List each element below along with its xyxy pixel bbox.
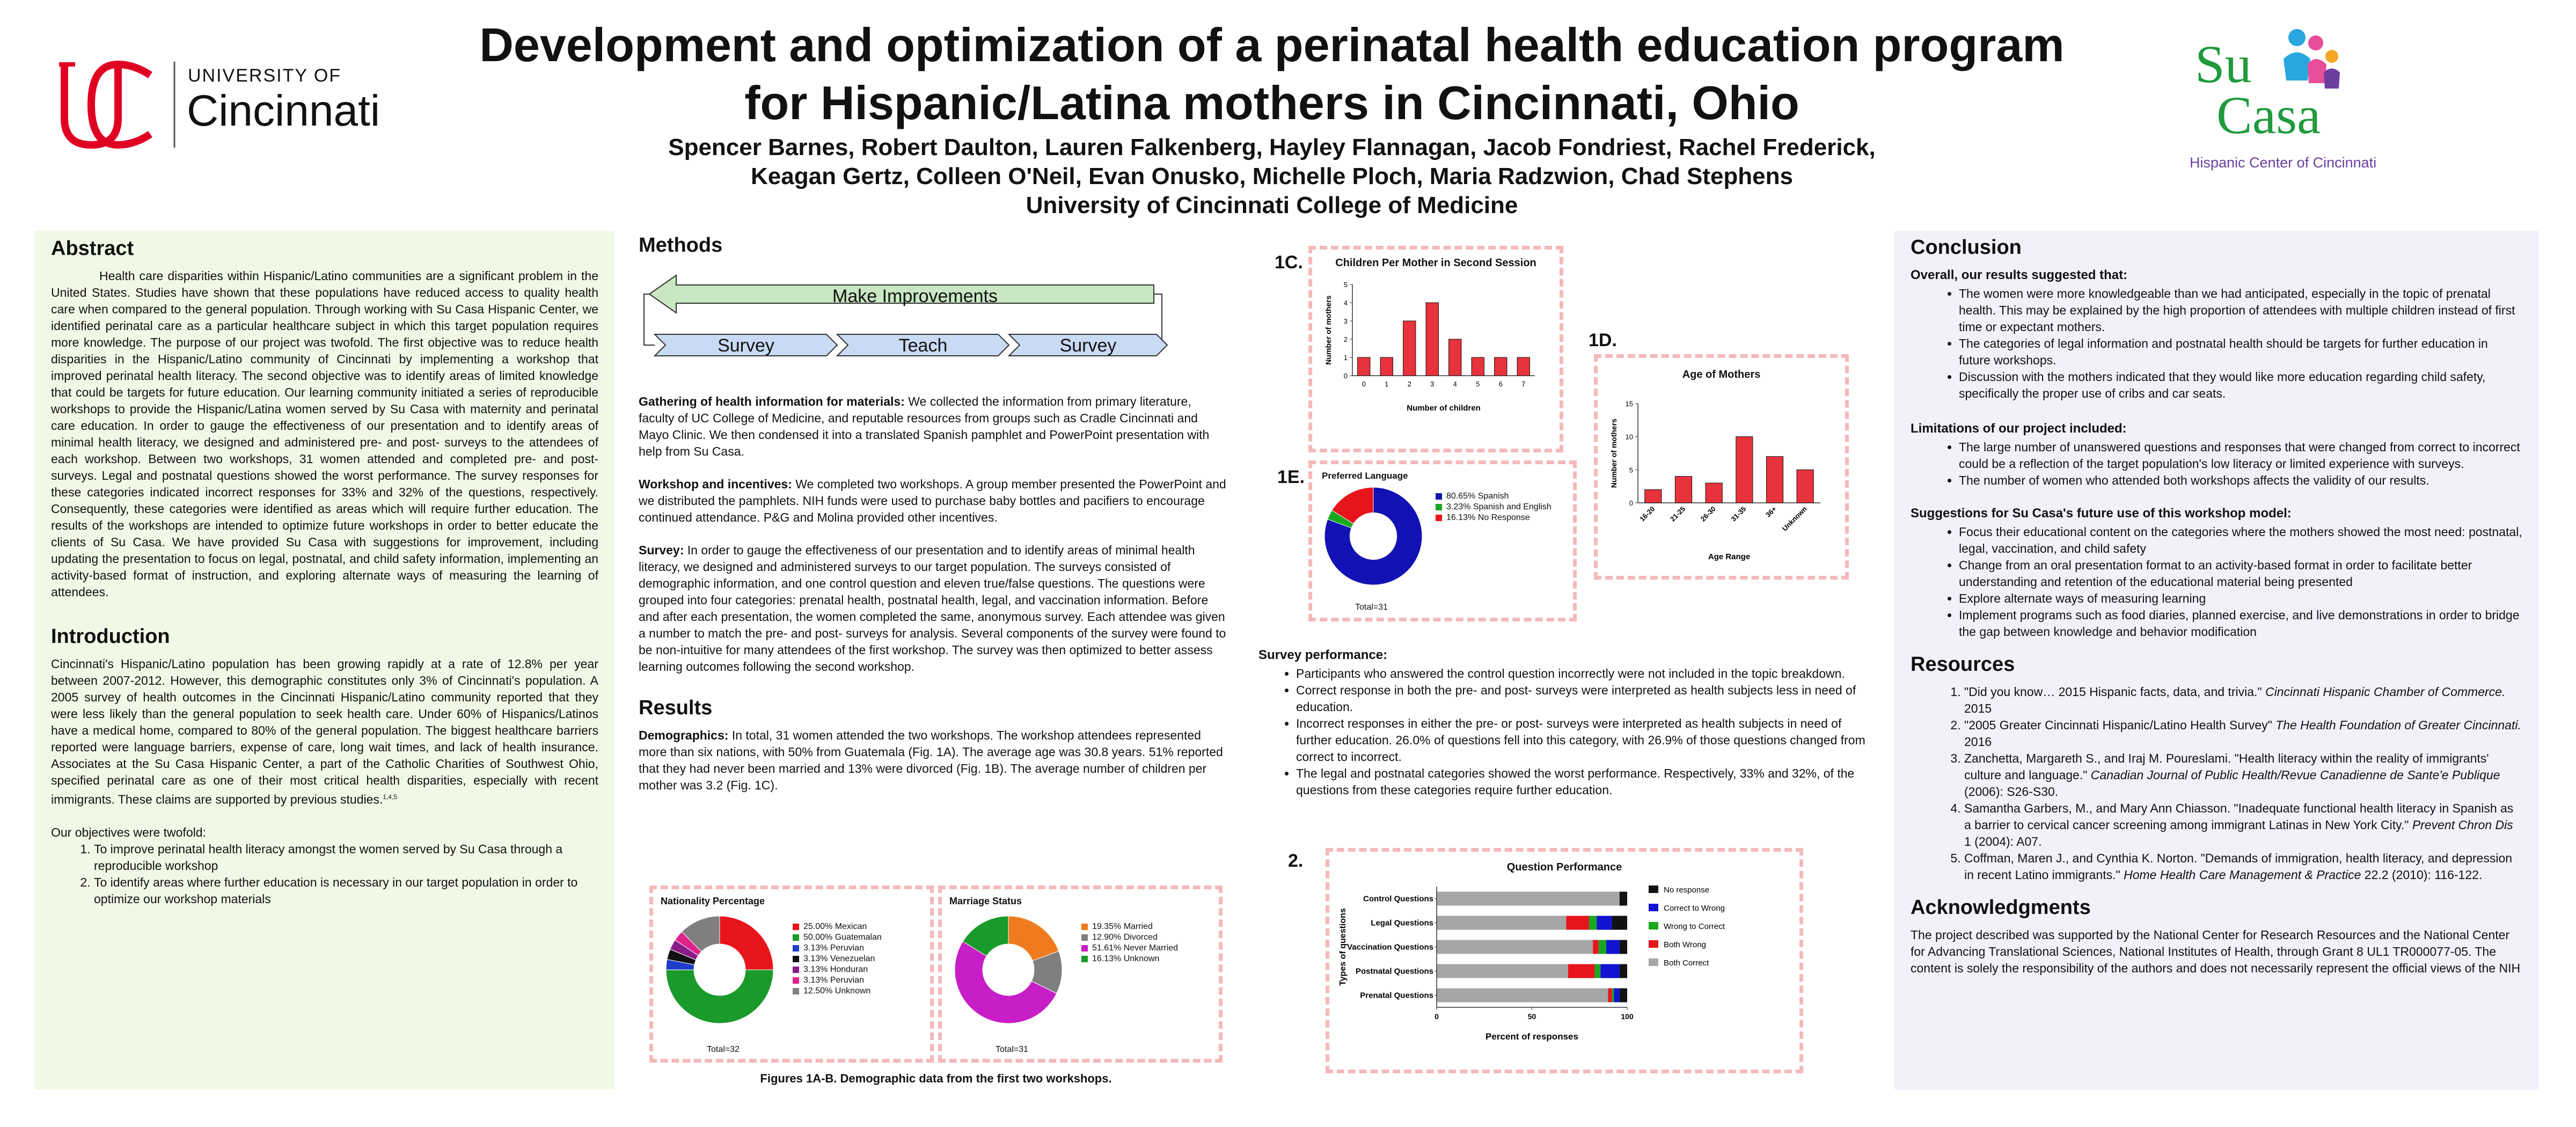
conclusion-item: • The women were more knowledgeable than we had anticipated, especially in the topic of prenatal health. This may be explained by the high proportion of attendees with multiple children instead of first time or expectant mothers. — [1959, 286, 2522, 335]
legend-entry — [1081, 932, 1178, 943]
introduction-text — [51, 656, 598, 808]
bar — [1380, 357, 1393, 376]
figure-1c-children — [1308, 246, 1563, 452]
panel-label-1d: 1D. — [1589, 330, 1617, 350]
resources-list — [1911, 684, 2522, 883]
legend-label: 19.35% Married — [1092, 922, 1153, 931]
y-tick-label: 3 — [1343, 317, 1348, 325]
stacked-bar-segment — [1620, 989, 1627, 1002]
marriage-donut — [949, 911, 1067, 1029]
legend-swatch — [1649, 958, 1658, 966]
x-axis-label: Percent of responses — [1485, 1031, 1578, 1042]
legend-label: 80.65% Spanish — [1446, 492, 1509, 501]
donut-slice — [666, 970, 773, 1023]
legend-label: 50.00% Guatemalan — [803, 933, 882, 942]
y-tick-label: Control Questions — [1363, 894, 1433, 904]
legend-entry — [793, 954, 882, 964]
age-bar-chart — [1598, 358, 1845, 576]
y-tick-label: 1 — [1343, 354, 1348, 362]
flow-step-survey-pre: Survey — [718, 335, 774, 356]
x-tick-label: 31-35 — [1729, 504, 1748, 523]
suggestions-heading: Suggestions for Su Casa's future use of this workshop model: — [1911, 506, 2292, 521]
survey-performance-list — [1258, 665, 1876, 799]
legend-swatch — [1649, 885, 1658, 893]
stacked-bar-segment — [1620, 892, 1627, 906]
resource-item: 5. Coffman, Maren J., and Cynthia K. Norton. "Demands of immigration, health literacy, and depression in recent Latino immigrants." Home Health Care Management & Practice 22.2 (2010): 116-122. — [1964, 850, 2522, 883]
resource-item: 4. Samantha Garbers, M., and Mary Ann Chiasson. "Inadequate functional health literacy in Spanish as a barrier to cervical cancer screening among immigrant Latinas in New York City." Prevent Chron Dis 1 (2004): A07. — [1964, 800, 2522, 850]
objective-item: 2. To identify areas where further education is necessary in our target population in order to optimize our workshop materials — [94, 874, 598, 908]
legend-entry — [1081, 954, 1178, 964]
legend-entry — [793, 943, 882, 954]
introduction-heading: Introduction — [51, 625, 170, 648]
legend-entry — [793, 986, 882, 997]
chart-title: Age of Mothers — [1682, 369, 1761, 380]
legend-label: 3.13% Venezuelan — [803, 954, 875, 963]
methods-heading: Methods — [639, 234, 723, 257]
y-tick-label: Postnatal Questions — [1355, 967, 1433, 976]
legend-label: 3.23% Spanish and English — [1446, 502, 1552, 511]
survey-item: • The legal and postnatal categories showed the worst performance. Respectively, 33% and 32%, of the questions from these categories require further education. — [1296, 765, 1876, 799]
bar — [1517, 357, 1529, 376]
abstract-heading: Abstract — [51, 237, 134, 260]
legend-swatch — [793, 967, 799, 973]
figure-1a-nationality — [649, 885, 934, 1063]
legend-label: 3.13% Peruvian — [803, 976, 864, 985]
column-conclusion — [1894, 231, 2538, 1089]
survey-item: • Incorrect responses in either the pre- or post- surveys were interpreted as health subjects in need of further education. 26.0% of questions fell into this category, with 26.9% of those questions changed from correct to incorrect. — [1296, 715, 1876, 765]
legend-entry — [1081, 921, 1178, 932]
y-tick-label: Vaccination Questions — [1347, 942, 1433, 952]
conclusion-item: • Discussion with the mothers indicated that they would like more education regarding child safety, specifically the proper use of cribs and car seats. — [1959, 369, 2522, 402]
y-tick-label: 2 — [1343, 335, 1348, 343]
legend-label: 3.13% Honduran — [803, 965, 868, 974]
limitations-heading: Limitations of our project included: — [1911, 421, 2127, 436]
chart-total: Total=31 — [1355, 603, 1388, 612]
abstract-text: Health care disparities within Hispanic/Latino communities are a significant problem in the United States. Studies have shown that these populations have reduced access to quality health care when compared to the general population. Through working with Su Casa Hispanic Center, we identified perinatal care as a particular healthcare subject in which this target population requires more knowledge. The purpose of our project was twofold. The first objective was to reduce health disparities in the Hispanic/Latino community of Cincinnati by implementing a workshop that improved perinatal health literacy. The second objective was to identify areas of limited knowledge that could be targets for future education. Our learning community initiated a series of reproducible workshops to provide the Hispanic/Latina women served by Su Casa with maternity and perinatal care education. In order to gauge the effectiveness of our presentation and to identify areas of minimal health literacy, we designed and administered pre- and post- surveys to the attendees of each workshop. Between two workshops, 31 women attended and completed pre- and post- surveys. Legal and postnatal questions showed the worst performance. The survey responses for these categories indicated incorrect responses for 33% and 32% of the questions, respectively. Consequently, these categories were identified as areas which will require further education. The results of the workshops are intended to optimize future workshops in order to better educate the clients of Su Casa. We have provided Su Casa with suggestions for improvement, including updating the presentation to focus on legal, postnatal, and child safety information, implementing an activity-based format of instruction, and exploring alternate ways of measuring the learning of attendees. — [51, 269, 598, 599]
nationality-legend — [793, 921, 882, 997]
suggestion-item: • Explore alternate ways of measuring learning — [1959, 590, 2522, 607]
column-abstract-intro — [35, 231, 614, 1089]
x-axis-label: Number of children — [1407, 404, 1481, 413]
legend-swatch — [1436, 504, 1442, 510]
legend-label: No response — [1664, 885, 1710, 895]
make-improvements-label: Make Improvements — [832, 286, 998, 306]
overall-list — [1911, 286, 2522, 402]
stacked-bar-segment — [1612, 989, 1614, 1002]
question-performance-chart — [1329, 852, 1799, 1070]
limitations-list — [1911, 439, 2522, 489]
suggestion-item: • Implement programs such as food diaries, planned exercise, and live demonstrations in order to bridge the gap between knowledge and behavior modification — [1959, 607, 2522, 640]
legend-label: 12.50% Unknown — [803, 986, 871, 996]
methods-survey-text: In order to gauge the effectiveness of our presentation and to identify areas of minimal health literacy, we designed and administered surveys to our target population. The surveys consisted of demographic information, and one control question and eleven true/false questions. The questions were grouped into four categories: prenatal health, postnatal health, legal, and vaccination information. Before and after each presentation, the women completed the same, anonymous survey. Each attendee was given a number to match the pre- and post- surveys for analysis. Several components of the survey were found to be non-intuitive for many attendees of the first workshop. The survey was then optimized to better assess learning outcomes following the second workshop. — [639, 543, 1226, 674]
chart-title: Children Per Mother in Second Session — [1335, 257, 1536, 269]
legend-label: 12.90% Divorced — [1092, 933, 1158, 942]
bar — [1675, 477, 1692, 503]
figure-1d-age — [1594, 354, 1849, 580]
flow-step-teach: Teach — [898, 335, 948, 356]
legend-swatch — [793, 945, 799, 952]
suggestions-list — [1911, 524, 2522, 640]
panel-label-1e: 1E. — [1277, 467, 1305, 487]
figure-caption: Figures 1A-B. Demographic data from the first two workshops. — [760, 1072, 1112, 1085]
x-tick-label: Unknown — [1780, 504, 1809, 533]
affiliation: University of Cincinnati College of Medicine — [1026, 192, 1518, 218]
legend-swatch — [793, 956, 799, 962]
y-axis-label: Number of mothers — [1609, 418, 1618, 488]
results-demographics — [639, 727, 1229, 794]
stacked-bar-segment — [1437, 964, 1568, 978]
sucasa-su: Su — [2195, 34, 2252, 94]
stacked-bar-segment — [1566, 916, 1589, 930]
title-line2: for Hispanic/Latina mothers in Cincinnati, Ohio — [744, 76, 1799, 129]
methods-gathering-text: We collected the information from primary literature, faculty of UC College of Medicine, and reputable resources from groups such as Cradle Cincinnati and Mayo Clinic. We then condensed it into a translated Spanish pamphlet and PowerPoint presentation with help from Su Casa. — [639, 394, 1210, 458]
legend-label: 16.13% No Response — [1446, 513, 1530, 522]
legend-entry — [1436, 491, 1552, 502]
bar — [1706, 483, 1722, 503]
introduction-refs: 1,4,5 — [383, 793, 397, 801]
methods-workshop — [639, 476, 1229, 526]
legend-swatch — [1081, 945, 1088, 952]
bar — [1766, 457, 1783, 503]
legend-label: 25.00% Mexican — [803, 922, 867, 931]
stacked-bar-segment — [1600, 964, 1620, 978]
methods-workshop-lead: Workshop and incentives: — [639, 477, 792, 491]
legend-entry — [793, 975, 882, 986]
sucasa-casa: Casa — [2216, 85, 2321, 145]
y-tick-label: 5 — [1343, 281, 1348, 289]
legend-swatch — [1081, 934, 1088, 941]
x-tick-label: 36+ — [1763, 504, 1779, 519]
panel-label-1c: 1C. — [1275, 252, 1303, 273]
stacked-bar-segment — [1608, 989, 1612, 1002]
bar — [1495, 357, 1507, 376]
results-demographics-text: In total, 31 women attended the two workshops. The workshop attendees represented more than six nations, with 50% from Guatemala (Fig. 1A). The average age was 30.8 years. 51% reported that they had never been married and 13% were divorced (Fig. 1B). The average number of children per mother was 3.2 (Fig. 1C). — [639, 728, 1223, 792]
stacked-bar-segment — [1606, 940, 1620, 954]
legend-swatch — [793, 977, 799, 984]
x-tick-label: 2 — [1407, 380, 1411, 388]
y-tick-label: 10 — [1625, 433, 1633, 441]
x-tick-label: 3 — [1430, 380, 1435, 388]
objectives-intro: Our objectives were twofold: — [51, 825, 206, 839]
stacked-bar-segment — [1612, 916, 1627, 930]
children-bar-chart — [1312, 250, 1560, 449]
legend-swatch — [1649, 904, 1658, 911]
y-tick-label: 4 — [1343, 299, 1348, 307]
methods-flowchart — [639, 265, 1229, 372]
legend-label: Wrong to Correct — [1664, 922, 1725, 931]
marriage-legend — [1081, 921, 1178, 964]
survey-item: • Correct response in both the pre- and post- surveys were interpreted as health subjects less in need of education. — [1296, 682, 1876, 715]
x-tick-label: 50 — [1527, 1012, 1536, 1021]
methods-survey-lead: Survey: — [639, 543, 684, 557]
resources-heading: Resources — [1911, 653, 2015, 676]
legend-label: Correct to Wrong — [1664, 904, 1725, 913]
figure-2-question-performance — [1326, 848, 1803, 1073]
x-tick-label: 0 — [1362, 380, 1366, 388]
stacked-bar-segment — [1599, 940, 1606, 954]
legend-entry — [793, 964, 882, 975]
legend-swatch — [793, 924, 799, 930]
survey-item: • Participants who answered the control question incorrectly were not included in the topic breakdown. — [1296, 665, 1876, 682]
bar — [1403, 321, 1416, 376]
legend-swatch — [1081, 924, 1088, 930]
uc-logo-line2: Cincinnati — [187, 86, 380, 135]
x-tick-label: 100 — [1621, 1012, 1634, 1021]
bar — [1736, 437, 1753, 503]
y-tick-label: 5 — [1629, 466, 1633, 474]
poster-title — [376, 16, 2168, 132]
stacked-bar-segment — [1437, 916, 1566, 930]
chart-title: Marriage Status — [949, 896, 1022, 906]
legend-swatch — [1649, 940, 1658, 948]
x-tick-label: 6 — [1498, 380, 1503, 388]
legend-swatch — [1649, 922, 1658, 930]
overall-heading: Overall, our results suggested that: — [1911, 268, 2128, 282]
bar — [1449, 339, 1461, 376]
resource-item: 1. "Did you know… 2015 Hispanic facts, data, and trivia." Cincinnati Hispanic Chamber of Commerce. 2015 — [1964, 684, 2522, 717]
legend-entry — [1436, 513, 1552, 523]
legend-label: 16.13% Unknown — [1092, 954, 1160, 963]
legend-label: 3.13% Peruvian — [803, 943, 864, 953]
legend-entry — [793, 932, 882, 943]
bar — [1472, 357, 1484, 376]
methods-gathering-lead: Gathering of health information for materials: — [639, 394, 905, 408]
stacked-bar-segment — [1437, 892, 1620, 906]
acknowledgments-text: The project described was supported by the National Center for Research Resources and the National Center for Advancing Translational Sciences, National Institutes of Health, through Grant 8 UL1 TR000077-05. The content is solely the responsibility of the authors and does not necessarily represent the official views of the NIH — [1911, 928, 2521, 975]
stacked-bar-segment — [1437, 989, 1608, 1002]
x-tick-label: 5 — [1476, 380, 1480, 388]
x-tick-label: 1 — [1385, 380, 1389, 388]
x-axis-label: Age Range — [1708, 552, 1751, 561]
y-tick-label: 0 — [1629, 499, 1633, 507]
y-axis-label: Number of mothers — [1324, 295, 1333, 365]
stacked-bar-segment — [1597, 916, 1612, 930]
survey-performance — [1258, 647, 1876, 804]
figure-1e-language — [1308, 460, 1577, 621]
introduction-body: Cincinnati's Hispanic/Latino population has been growing rapidly at a rate of 12.8% per year between 2007-2012. However, this demographic constitutes only 3% of Cincinnati's population. A 2005 survey of health outcomes in the Cincinnati Hispanic/Latino community reported that they were less likely than the general population to seek health care. Under 60% of Hispanics/Latinos have a medical home, compared to 80% of the general population. The biggest healthcare barriers reported were language barriers, expense of care, long wait times, and lack of health insurance. Associates at the Su Casa Hispanic Center, a part of the Catholic Charities of Southwest Ohio, specified perinatal care as one of their most critical health disparities, especially with recent immigrants. These claims are supported by previous studies. — [51, 657, 598, 807]
flow-step-survey-post: Survey — [1059, 335, 1117, 356]
x-tick-label: 21-25 — [1668, 504, 1687, 523]
x-tick-label: 0 — [1435, 1012, 1439, 1021]
authors — [376, 133, 2168, 220]
results-demographics-lead: Demographics: — [639, 728, 729, 742]
chart-title: Nationality Percentage — [661, 896, 765, 906]
legend-swatch — [1436, 493, 1442, 500]
authors-line1: Spencer Barnes, Robert Daulton, Lauren Falkenberg, Hayley Flannagan, Jacob Fondriest, Rachel Frederick, — [668, 134, 1876, 160]
methods-workshop-text: We completed two workshops. A group member presented the PowerPoint and we distributed the pamphlets. NIH funds were used to purchase baby bottles and pacifiers to encourage continued attendance. P&G and Molina provided other incentives. — [639, 477, 1226, 524]
stacked-bar-segment — [1595, 964, 1601, 978]
y-tick-label: Legal Questions — [1371, 918, 1433, 928]
suggestion-item: • Change from an oral presentation format to an activity-based format in order to facilitate better understanding and retention of the educational material being presented — [1959, 557, 2522, 590]
chart-total: Total=32 — [707, 1045, 740, 1054]
stacked-bar-segment — [1589, 916, 1597, 930]
donut-slice — [720, 916, 773, 970]
results-heading: Results — [639, 697, 713, 719]
resource-item: 3. Zanchetta, Margareth S., and Iraj M. Poureslami. "Health literacy within the reality of immigrants' culture and language." Canadian Journal of Public Health/Revue Canadienne de Sante'e Publique (2006): S26-S30. — [1964, 750, 2522, 800]
suggestion-item: • Focus their educational content on the categories where the mothers showed the most need: postnatal, legal, vaccination, and child safety — [1959, 524, 2522, 557]
methods-gathering — [639, 393, 1229, 460]
language-donut — [1320, 482, 1427, 590]
figure-1b-marriage — [938, 885, 1223, 1063]
chart-title: Preferred Language — [1322, 471, 1408, 481]
stacked-bar-segment — [1614, 989, 1620, 1002]
y-tick-label: Prenatal Questions — [1360, 991, 1433, 1000]
legend-label: Both Correct — [1664, 958, 1709, 968]
objectives-list — [51, 841, 598, 908]
acknowledgments-heading: Acknowledgments — [1911, 896, 2091, 919]
bar — [1797, 470, 1813, 503]
x-tick-label: 4 — [1453, 380, 1457, 388]
legend-swatch — [1436, 515, 1442, 521]
sucasa-logo — [2184, 27, 2410, 182]
y-axis-label: Types of questions — [1338, 908, 1348, 986]
objective-item: 1. To improve perinatal health literacy amongst the women served by Su Casa through a reproducible workshop — [94, 841, 598, 874]
y-tick-label: 15 — [1625, 400, 1633, 408]
legend-entry — [793, 921, 882, 932]
chart-total: Total=31 — [996, 1045, 1028, 1054]
x-tick-label: 7 — [1521, 380, 1526, 388]
legend-label: Both Wrong — [1664, 940, 1706, 949]
limitation-item: • The large number of unanswered questions and responses that were changed from correct to incorrect could be a reflection of the target population's low literacy or limited experience with surveys. — [1959, 439, 2522, 472]
limitation-item: • The number of women who attended both workshops affects the validity of our results. — [1959, 472, 2522, 489]
nationality-donut — [661, 911, 779, 1029]
bar — [1645, 489, 1662, 503]
legend-entry — [1081, 943, 1178, 954]
survey-performance-heading: Survey performance: — [1258, 648, 1388, 662]
methods-survey — [639, 542, 1229, 675]
legend-label: 51.61% Never Married — [1092, 943, 1179, 953]
legend-swatch — [793, 934, 799, 941]
authors-line2: Keagan Gertz, Colleen O'Neil, Evan Onusko, Michelle Ploch, Maria Radzwion, Chad Stephens — [751, 163, 1793, 189]
stacked-bar-segment — [1620, 964, 1627, 978]
uc-logo-line1: UNIVERSITY OF — [188, 65, 342, 86]
bar — [1358, 357, 1370, 376]
y-tick-label: 0 — [1343, 372, 1348, 380]
conclusion-heading: Conclusion — [1911, 236, 2022, 259]
stacked-bar-segment — [1593, 940, 1599, 954]
chart-title: Question Performance — [1506, 861, 1622, 873]
stacked-bar-segment — [1568, 964, 1595, 978]
resource-item: 2. "2005 Greater Cincinnati Hispanic/Latino Health Survey" The Health Foundation of Greater Cincinnati. 2016 — [1964, 717, 2522, 750]
legend-entry — [1436, 502, 1552, 513]
x-tick-label: 26-30 — [1699, 504, 1717, 523]
legend-swatch — [793, 988, 799, 994]
legend-swatch — [1081, 956, 1088, 962]
stacked-bar-segment — [1620, 940, 1627, 954]
x-tick-label: 16-20 — [1638, 504, 1657, 523]
bar — [1426, 303, 1438, 376]
title-line1: Development and optimization of a perinatal health education program — [479, 18, 2065, 71]
sucasa-tagline: Hispanic Center of Cincinnati — [2190, 155, 2377, 171]
panel-label-2: 2. — [1288, 851, 1304, 871]
stacked-bar-segment — [1437, 940, 1593, 954]
language-legend — [1436, 491, 1552, 523]
conclusion-item: • The categories of legal information and postnatal health should be targets for further education in future workshops. — [1959, 335, 2522, 369]
